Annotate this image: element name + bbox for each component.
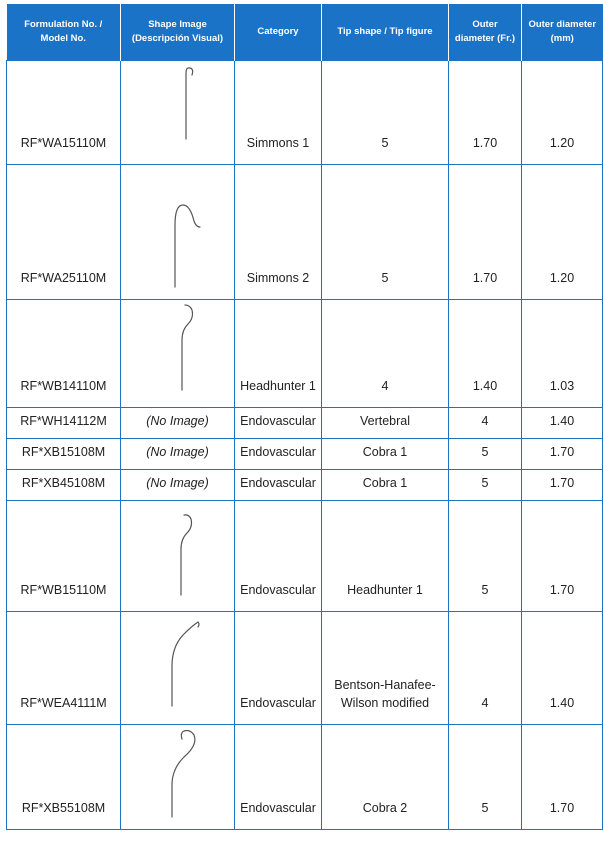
catheter-simmons1-icon (128, 63, 228, 161)
header-outer-fr: Outer diameter (Fr.) (449, 4, 522, 61)
category-cell: Simmons 2 (235, 165, 322, 300)
table-row (7, 470, 603, 501)
category-cell: Headhunter 1 (235, 300, 322, 408)
outer-mm-cell: 1.40 (522, 408, 603, 439)
outer-fr-cell: 1.70 (449, 61, 522, 165)
header-model: Formulation No. / Model No. (7, 4, 121, 61)
catheter-bentson-icon (128, 614, 228, 720)
table-row (7, 725, 603, 830)
catheter-table (6, 4, 603, 830)
outer-mm-cell: 1.70 (522, 439, 603, 470)
category-cell: Endovascular (235, 470, 322, 501)
tip-cell: Cobra 2 (322, 725, 449, 830)
header-row (7, 4, 603, 61)
tip-cell: Vertebral (322, 408, 449, 439)
table-row (7, 300, 603, 408)
outer-fr-cell: 5 (449, 501, 522, 612)
tip-cell: Cobra 1 (322, 470, 449, 501)
outer-mm-cell: 1.03 (522, 300, 603, 408)
header-category: Category (235, 4, 322, 61)
catheter-headhunter-icon (128, 302, 228, 402)
tip-cell: 4 (322, 300, 449, 408)
outer-mm-cell: 1.70 (522, 501, 603, 612)
header-tip: Tip shape / Tip figure (322, 4, 449, 61)
tip-cell: Headhunter 1 (322, 501, 449, 612)
category-cell: Endovascular (235, 501, 322, 612)
shape-cell (121, 725, 235, 830)
model-cell: RF*WB15110M (7, 501, 121, 612)
category-cell: Endovascular (235, 725, 322, 830)
table-row (7, 61, 603, 165)
table-row (7, 165, 603, 300)
shape-cell (121, 61, 235, 165)
outer-mm-cell: 1.70 (522, 470, 603, 501)
table-row (7, 408, 603, 439)
shape-cell: (No Image) (121, 470, 235, 501)
tip-cell: 5 (322, 165, 449, 300)
category-cell: Endovascular (235, 612, 322, 725)
category-cell: Simmons 1 (235, 61, 322, 165)
header-outer-mm: Outer diameter (mm) (522, 4, 603, 61)
outer-mm-cell: 1.70 (522, 725, 603, 830)
model-cell: RF*XB15108M (7, 439, 121, 470)
table-row (7, 439, 603, 470)
shape-cell (121, 612, 235, 725)
tip-cell: Cobra 1 (322, 439, 449, 470)
category-cell: Endovascular (235, 408, 322, 439)
outer-fr-cell: 5 (449, 725, 522, 830)
shape-cell (121, 165, 235, 300)
shape-cell (121, 501, 235, 612)
model-cell: RF*XB45108M (7, 470, 121, 501)
category-cell: Endovascular (235, 439, 322, 470)
header-shape: Shape Image (Descripción Visual) (121, 4, 235, 61)
tip-cell: 5 (322, 61, 449, 165)
catheter-headhunter-icon (128, 503, 228, 607)
model-cell: RF*WA25110M (7, 165, 121, 300)
shape-cell: (No Image) (121, 439, 235, 470)
table-row (7, 612, 603, 725)
model-cell: RF*WA15110M (7, 61, 121, 165)
table-row (7, 501, 603, 612)
shape-cell (121, 300, 235, 408)
outer-fr-cell: 5 (449, 439, 522, 470)
outer-fr-cell: 5 (449, 470, 522, 501)
shape-cell: (No Image) (121, 408, 235, 439)
model-cell: RF*WEA4111M (7, 612, 121, 725)
outer-fr-cell: 4 (449, 408, 522, 439)
model-cell: RF*XB55108M (7, 725, 121, 830)
catheter-simmons2-icon (128, 167, 228, 295)
model-cell: RF*WB14110M (7, 300, 121, 408)
model-cell: RF*WH14112M (7, 408, 121, 439)
outer-mm-cell: 1.20 (522, 165, 603, 300)
outer-mm-cell: 1.40 (522, 612, 603, 725)
catheter-cobra2-icon (128, 727, 228, 825)
tip-cell: Bentson-Hanafee-Wilson modified (322, 612, 449, 725)
outer-fr-cell: 4 (449, 612, 522, 725)
outer-mm-cell: 1.20 (522, 61, 603, 165)
outer-fr-cell: 1.40 (449, 300, 522, 408)
outer-fr-cell: 1.70 (449, 165, 522, 300)
